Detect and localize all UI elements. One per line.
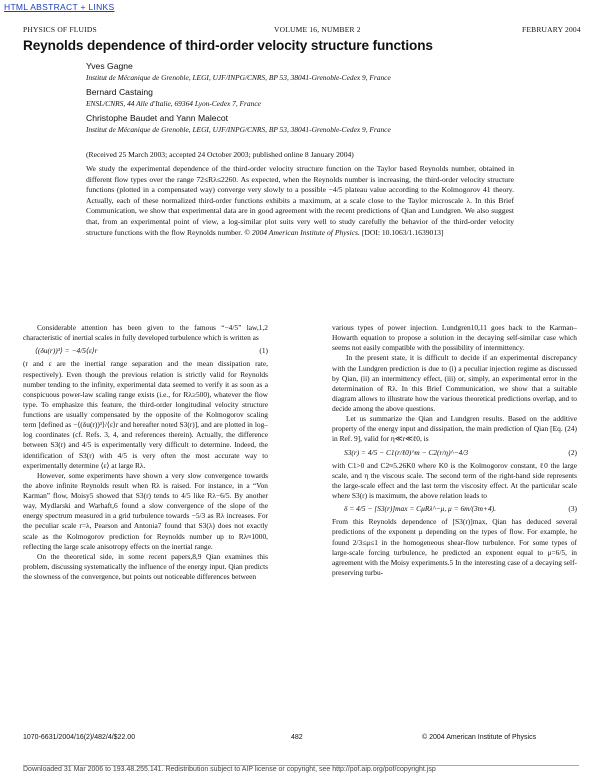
equation-number: (2)	[568, 447, 577, 457]
paragraph: Considerable attention has been given to the famous “−4/5” law,1,2 characteristic of inertial scales in fully developed turbulence which is written as	[23, 323, 268, 343]
author-3: Christophe Baudet and Yann Malecot	[86, 113, 229, 123]
doi-link[interactable]: [DOI: 10.1063/1.1639013]	[361, 227, 444, 237]
paragraph: However, some experiments have shown a very slow convergence towards the above infinite Reynolds result when Rλ is raised. For instance, in a “Von Karman” flow, Moisy5 showed that S3(r) tends to 4/5 like Rλ−6/5. By another way, Mydlarski and Warhaft,6 found a slow convergence of the slope of the energy spectrum measured in a grid turbulence towards −5/3 as Rλ increases. For the peculiar scale r=λ, Pearson and Antonia7 found that S3(λ) does not exactly scale as the Kolmogorov prediction for Reynolds number up to Rλ≈1000, reflecting the large scale anisotropy effects on the inertial range.	[23, 470, 268, 551]
equation-3	[332, 504, 577, 514]
equation-body: ⟨(δu(r))³⟩ = −4/5⟨ε⟩r	[35, 346, 98, 356]
abstract-copyright: © 2004 American Institute of Physics.	[244, 227, 360, 237]
volume-number: VOLUME 16, NUMBER 2	[274, 25, 361, 34]
paragraph: various types of power injection. Lundgren10,11 goes back to the Karman–Howarth equation to propose a solution in the decaying self-similar case which seems not easily compatible with the possibility of intermittency.	[332, 323, 577, 353]
footer-copyright: © 2004 American Institute of Physics	[422, 734, 537, 741]
affiliation-2: ENSL/CNRS, 44 Alle d'Italie, 69364 Lyon-Cedex 7, France	[86, 99, 261, 108]
paper-title: Reynolds dependence of third-order velocity structure functions	[23, 38, 433, 53]
author-2: Bernard Castaing	[86, 87, 153, 97]
affiliation-1: Institut de Mécanique de Grenoble, LEGI, UJF/INPG/CNRS, BP 53, 38041-Grenoble-Cedex 9, France	[86, 73, 391, 82]
left-column	[23, 323, 268, 582]
issn-code: 1070-6631/2004/16(2)/482/4/$22.00	[23, 734, 136, 741]
paragraph: with C1>0 and C2≈5.26K0 where K0 is the Kolmogorov constant, ℓ0 the large scale, and η the viscous scale. The second term of the right-hand side represents the large-scale effect and the last term the viscosity effect. At the particular scale where S3(r) is maximum, the above relation leads to	[332, 460, 577, 500]
page-number: 482	[291, 734, 303, 741]
author-1: Yves Gagne	[86, 61, 133, 71]
paragraph: (r and ε are the inertial range separation and the mean dissipation rate, respectively). Even though the previous relation is strictly valid for Reynolds number tending to the infinity, experimental data seemed to verify it as soon as a conspicuous power-law scaling range exists (i.e., for Rλ≥500), whatever the flow type. To emphasize this feature, the third-order longitudinal velocity structure functions are usually compensated by the opposite of the Kolmogorov scaling term [defined as −⟨(δu(r))³⟩/⟨ε⟩r and hereafter noted S3(r)], and are plotted in log–log coordinates (cf. Refs. 3, 4, and references therein). Actually, the difference between S3(r) and 4/5 is experimentally very difficult to determine. Indeed, the identification of S3(r) with 4/5 is very often the most accurate way to experimentally determine ⟨ε⟩ at large Rλ.	[23, 359, 268, 470]
right-column	[332, 323, 577, 578]
equation-number: (3)	[568, 504, 577, 514]
journal-name: PHYSICS OF FLUIDS	[23, 25, 97, 34]
download-notice: Downloaded 31 Mar 2006 to 193.48.255.141. Redistribution subject to AIP license or copyright, see http://pof.aip.org/pof/copyright.jsp	[23, 766, 436, 773]
equation-1	[23, 346, 268, 356]
paragraph: Let us summarize the Qian and Lundgren results. Based on the additive property of the energy input and dissipation, the main prediction of Qian [Eq. (24) in Ref. 9], valid for η≪r≪ℓ0, is	[332, 414, 577, 444]
equation-body: δ = 4/5 − [S3(r)]max = CμRλ^−μ, μ = 6m/(3m+4).	[344, 504, 497, 514]
paragraph: In the present state, it is difficult to decide if an experimental discrepancy with the Lundgren prediction is due to (i) a peculiar injection regime as discussed by Qian, (ii) an intermittency effect, (iii) or, simply, an experimental error in the determination of Rλ. In this Brief Communication, we show that a suitable diagram allows to illustrate how the various theoretical predictions overlap, and to decide among the above questions.	[332, 353, 577, 413]
html-abstract-links-link[interactable]: HTML ABSTRACT + LINKS	[4, 2, 115, 12]
equation-2	[332, 448, 577, 458]
paragraph: From this Reynolds dependence of [S3(r)]max, Qian has deduced several predictions of the exponent μ depending on the types of flow. For example, he found 2/3≤μ≤1 in the homogeneous shear-flow turbulence. For some types of large-scale forcing turbulence, he predicted an exponent equal to μ=6/5, in agreement with the Moisy experiments.5 In the interesting case of a decaying self-preserving turbu-	[332, 517, 577, 577]
abstract-text: We study the experimental dependence of the third-order velocity structure function on the Taylor based Reynolds number, obtained in different flow types over the range 72≤Rλ≤2260. As expected, when the Reynolds number is increasing, the third-order velocity structure functions (plotted in a compensated way) converge very slowly to a possible −4/5 plateau value according to the Kolmogorov 41 theory. Actually, each of these normalized third-order functions exhibits a maximum, at a scale close to the Taylor microscale λ. In this Brief Communication, we show that experimental data are in good agreement with the recent predictions of Qian and Lundgren. We also suggest that, from an experimental point of view, a log-similar plot suits very well to study carefully the behavior of the third-order velocity structure functions with the flow Reynolds number.	[86, 164, 514, 237]
issue-date: FEBRUARY 2004	[522, 25, 581, 34]
paragraph: On the theoretical side, in some recent papers,8,9 Qian examines this problem, discussing systematically the influence of the energy input. Qian predicts the slowness of the convergence, but points out noticeable differences between	[23, 551, 268, 581]
abstract	[86, 164, 514, 238]
equation-body: S3(r) = 4/5 − C1(r/ℓ0)^m − C2(r/η)^−4/3	[344, 447, 469, 457]
affiliation-3: Institut de Mécanique de Grenoble, LEGI, UJF/INPG/CNRS, BP 53, 38041-Grenoble-Cedex 9, France	[86, 125, 391, 134]
equation-number: (1)	[259, 346, 268, 356]
received-dates: (Received 25 March 2003; accepted 24 October 2003; published online 8 January 2004)	[86, 150, 354, 159]
